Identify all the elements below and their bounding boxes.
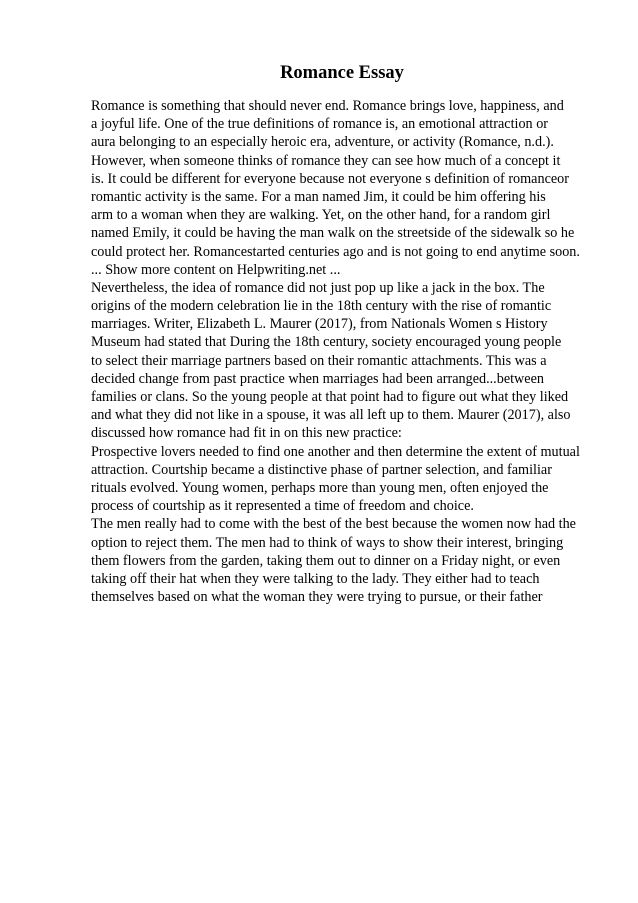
- text-line: aura belonging to an especially heroic era, adventure, or activity (Romance, n.d.).: [91, 134, 554, 151]
- text-line: process of courtship as it represented a time of freedom and choice.: [91, 498, 474, 515]
- text-line: themselves based on what the woman they were trying to pursue, or their father: [91, 589, 543, 606]
- text-line: taking off their hat when they were talking to the lady. They either had to teach: [91, 570, 540, 587]
- text-line: could protect her. Romancestarted centuries ago and is not going to end anytime soon.: [91, 243, 580, 260]
- text-line: attraction. Courtship became a distinctive phase of partner selection, and familiar: [91, 461, 552, 478]
- text-line: discussed how romance had fit in on this new practice:: [91, 425, 402, 442]
- text-line: Prospective lovers needed to find one another and then determine the extent of mutual: [91, 443, 580, 460]
- text-line: romantic activity is the same. For a man named Jim, it could be him offering his: [91, 188, 546, 205]
- document-title: Romance Essay: [280, 63, 404, 83]
- text-line: a joyful life. One of the true definitions of romance is, an emotional attraction or: [91, 116, 549, 133]
- show-more-link[interactable]: ... Show more content on Helpwriting.net ...: [91, 261, 341, 278]
- text-line: and what they did not like in a spouse, it was all left up to them. Maurer (2017), also: [91, 407, 571, 424]
- document-body: [91, 97, 601, 606]
- text-line: option to reject them. The men had to think of ways to show their interest, bringing: [91, 534, 564, 551]
- text-line: decided change from past practice when marriages had been arranged...between: [91, 370, 544, 387]
- text-line: Romance is something that should never end. Romance brings love, happiness, and: [91, 98, 564, 114]
- text-line: origins of the modern celebration lie in the 18th century with the rise of romantic: [91, 298, 552, 315]
- text-line: named Emily, it could be having the man walk on the streetside of the sidewalk so he: [91, 225, 575, 242]
- text-line: to select their marriage partners based on their romantic attachments. This was a: [91, 352, 547, 369]
- text-line: rituals evolved. Young women, perhaps more than young men, often enjoyed the: [91, 479, 549, 496]
- text-line: The men really had to come with the best of the best because the women now had the: [91, 516, 576, 533]
- text-line: is. It could be different for everyone because not everyone s definition of romanceor: [91, 170, 569, 187]
- text-line: them flowers from the garden, taking them out to dinner on a Friday night, or even: [91, 552, 561, 569]
- text-line: arm to a woman when they are walking. Yet, on the other hand, for a random girl: [91, 207, 551, 224]
- text-line: families or clans. So the young people at that point had to figure out what they liked: [91, 389, 569, 405]
- text-line: However, when someone thinks of romance they can see how much of a concept it: [91, 152, 561, 169]
- text-line: marriages. Writer, Elizabeth L. Maurer (2017), from Nationals Women s History: [91, 316, 548, 333]
- text-line: Nevertheless, the idea of romance did not just pop up like a jack in the box. The: [91, 279, 545, 296]
- text-line: Museum had stated that During the 18th century, society encouraged young people: [91, 334, 562, 351]
